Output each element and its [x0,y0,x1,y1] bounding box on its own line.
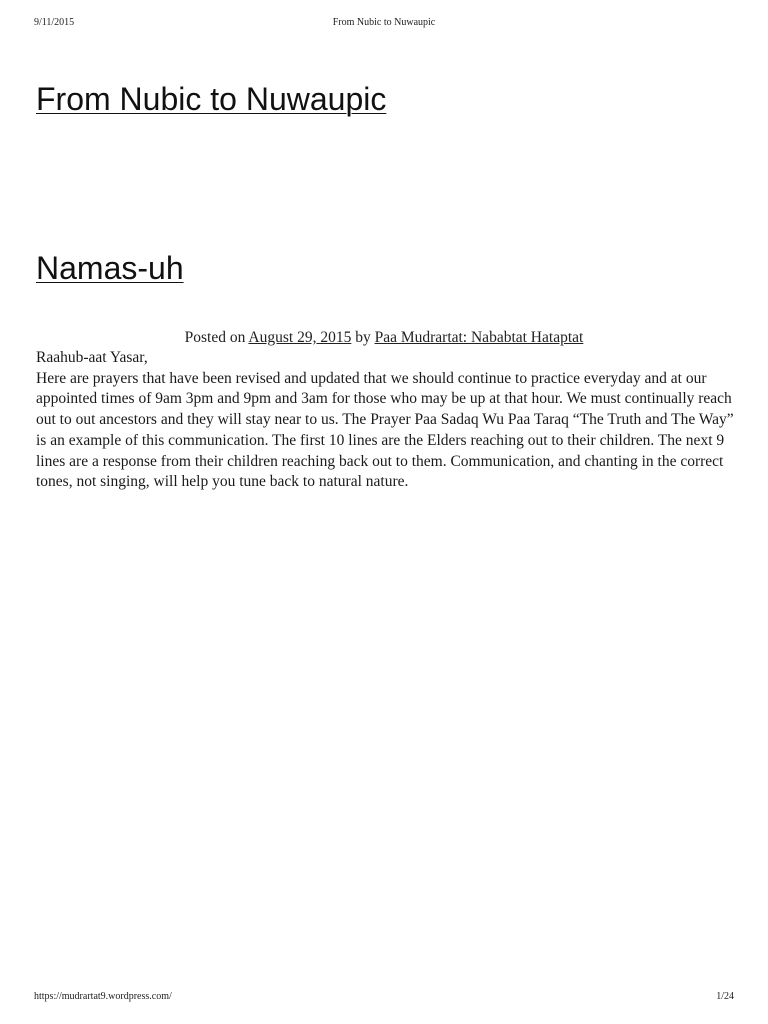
by-label: by [355,329,371,346]
post-paragraph: Here are prayers that have been revised and updated that we should continue to practice everyday and at our appointed times of 9am 3pm and 9pm and 3am for those who may be up at that hour. We must continually reach out to out ancestors and they will stay near to us. The Prayer Paa Sadaq Wu Paa Taraq “The Truth and The Way” is an example of this communication. The first 10 lines are the Elders reaching out to their children. The next 9 lines are a response from their children reaching back out to them. Communication, and chanting in the correct tones, not singing, will help you tune back to natural nature. [36,369,734,491]
site-title [36,80,386,118]
page-number: 1/24 [716,991,734,1002]
print-document-title: From Nubic to Nuwaupic [332,17,436,28]
post-meta [36,327,732,348]
post-title [36,249,184,287]
site-title-link[interactable]: From Nubic to Nuwaupic [36,81,387,117]
print-date: 9/11/2015 [34,17,75,28]
post-body [36,348,736,493]
post-date-link[interactable]: August 29, 2015 [248,329,352,346]
print-url: https://mudrartat9.wordpress.com/ [34,991,172,1002]
post-author-link[interactable]: Paa Mudrartat: Nababtat Hataptat [374,329,584,346]
print-header [34,16,734,30]
post-greeting: Raahub-aat Yasar, [36,349,148,366]
print-footer [34,990,734,1004]
post-title-link[interactable]: Namas-uh [36,250,184,286]
posted-on-label: Posted on [184,329,246,346]
